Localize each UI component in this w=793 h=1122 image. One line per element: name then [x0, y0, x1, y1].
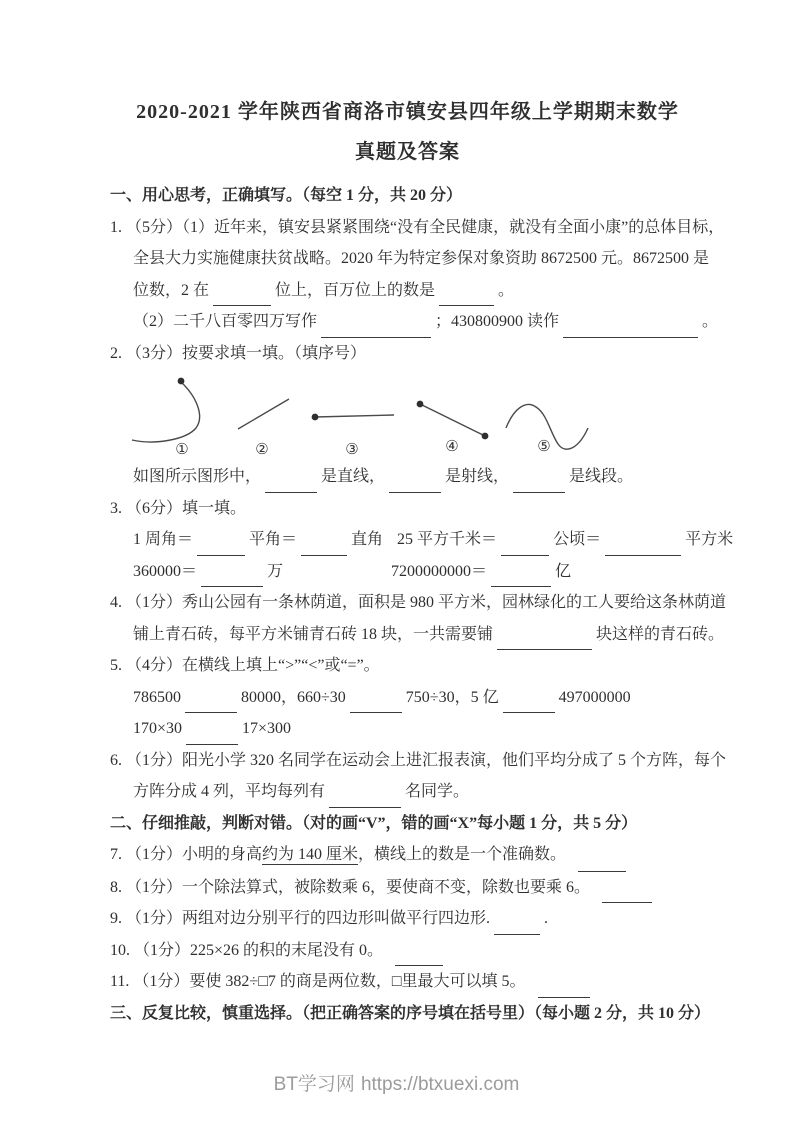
document-title-line1: 2020-2021 学年陕西省商洛市镇安县四年级上学期期末数学: [136, 101, 679, 123]
q4-stem-line2: [110, 619, 725, 651]
answer-blank: [186, 727, 238, 745]
text-segment: 786500: [133, 688, 181, 706]
line-shapes-figure: [126, 371, 705, 461]
shape-3-endpoint-dot: [312, 414, 319, 421]
shape-4-segment: [420, 404, 485, 436]
text-segment: 17×300: [242, 720, 292, 737]
text-segment: 位数，2 在: [133, 281, 210, 299]
q10-stem: [110, 935, 705, 967]
answer-blank: [563, 320, 698, 338]
text-segment: 全县大力实施健康扶贫战略。2020 年为特定参保对象资助 8672500 元。8672500 是: [133, 250, 710, 267]
figure-label-5: ⑤: [537, 439, 551, 455]
text-segment: 6. （1分）阳光小学 320 名同学在运动会上进汇报表演，他们平均分成了 5 个方阵，每个: [110, 751, 727, 769]
text-segment: 360000＝: [133, 562, 198, 580]
q9-stem: [110, 903, 705, 935]
shape-2-line: [238, 399, 289, 429]
figure-label-4: ④: [445, 439, 459, 455]
text-segment: ；430800900 读作: [435, 313, 560, 330]
text-segment: 。: [702, 313, 719, 330]
answer-blank: [265, 475, 317, 493]
q1-stem-line4: [110, 306, 719, 338]
text-segment: 直角: [351, 531, 384, 548]
footer-url[interactable]: https://btxuexi.com: [360, 1074, 520, 1095]
q2-answer-line: [110, 461, 705, 493]
text-segment: 170×30: [133, 720, 183, 737]
text-segment: 9. （1分）两组对边分别平行的四边形叫做平行四边形.: [110, 910, 491, 927]
answer-blank: [350, 695, 402, 713]
text-segment: （2）二千八百零四万写作: [133, 313, 318, 330]
answer-blank: [197, 538, 245, 556]
text-segment: 平角＝: [249, 531, 298, 548]
document-title-line2: 真题及答案: [355, 141, 460, 163]
q5-line1: [110, 682, 705, 714]
text-segment: ，横线上的数是一个准确数。: [358, 846, 567, 863]
q6-stem-line2: [110, 776, 705, 808]
text-segment: 5. （4分）在横线上填上“>”“<”或“=”。: [110, 657, 380, 674]
text-segment: 一、用心思考，正确填写。（每空 1 分，共 20 分）: [110, 187, 463, 204]
shape-4-endpoint-dot-a: [417, 401, 424, 408]
text-segment: 4. （1分）秀山公园有一条林荫道，面积是 980 平方米，园林绿化的工人要给这条林荫道: [110, 594, 727, 611]
q4-stem-line1: [110, 587, 727, 619]
answer-blank: [301, 538, 347, 556]
q3-line1: [110, 524, 734, 556]
answer-blank: [389, 475, 441, 493]
q2-stem: [110, 338, 705, 370]
figure-label-1: ①: [175, 442, 189, 458]
text-segment: .: [544, 910, 549, 927]
text-segment: 80000，660÷30: [241, 688, 346, 706]
q8-stem: [110, 872, 705, 904]
text-segment: 25 平方千米＝: [397, 531, 498, 548]
section-1-header: [110, 180, 705, 212]
q3-line2: [110, 556, 705, 588]
text-segment: 亿: [555, 562, 572, 580]
text-segment: 二、仔细推敲，判断对错。（对的画“V”，错的画“X”每小题 1 分，共 5 分）: [110, 814, 638, 832]
text-segment: 1. （5分）（1）近年来，镇安县紧紧围绕“没有全民健康，就没有全面小康”的总体目标，: [110, 218, 725, 236]
q3-stem: [110, 493, 705, 525]
text-segment: 497000000: [558, 688, 631, 706]
underlined-text: 约为 140 厘米: [262, 846, 359, 863]
text-segment: 7200000000＝: [391, 562, 488, 580]
text-segment: 公顷＝: [553, 531, 602, 548]
text-segment: 是射线，: [445, 468, 510, 485]
text-segment: 11. （1分）要使 382÷□7 的商是两位数，□里最大可以填 5。: [110, 973, 526, 990]
section-3-header: [110, 998, 711, 1030]
q1-stem-line2: [110, 243, 710, 275]
shape-3-ray: [315, 415, 394, 417]
answer-blank: [602, 885, 652, 903]
text-segment: 。: [498, 281, 515, 299]
text-segment: 位上，百万位上的数是: [275, 281, 436, 299]
text-segment: 块这样的青石砖。: [596, 625, 725, 643]
answer-blank: [503, 695, 555, 713]
answer-blank: [497, 632, 592, 650]
text-segment: 名同学。: [405, 783, 470, 800]
answer-blank: [578, 854, 626, 872]
text-segment: 铺上青石砖，每平方米铺青石砖 18 块，一共需要铺: [133, 625, 494, 643]
answer-blank: [321, 320, 431, 338]
answer-blank: [605, 538, 681, 556]
answer-blank: [494, 917, 540, 935]
shape-1-endpoint-dot: [178, 378, 185, 385]
line-shapes-svg: [126, 371, 686, 461]
shape-4-endpoint-dot-b: [482, 433, 489, 440]
text-segment: 万: [267, 562, 284, 580]
answer-blank: [213, 288, 271, 306]
answer-blank: [395, 948, 443, 966]
text-segment: 750÷30，5 亿: [405, 688, 499, 706]
answer-blank: [491, 569, 551, 587]
text-segment: 3. （6分）填一填。: [110, 499, 247, 517]
text-segment: 方阵分成 4 列，平均每列有: [133, 783, 326, 800]
answer-blank: [201, 569, 263, 587]
text-segment: 8. （1分）一个除法算式，被除数乘 6，要使商不变，除数也要乘 6。: [110, 878, 591, 896]
q1-stem-line1: [110, 212, 725, 244]
text-segment: 7. （1分）小明的身高: [110, 846, 263, 863]
section-2-header: [110, 808, 705, 840]
text-segment: 2. （3分）按要求填一填。（填序号）: [110, 344, 367, 362]
text-segment: 10. （1分）225×26 的积的末尾没有 0。: [110, 941, 384, 959]
answer-blank: [185, 695, 237, 713]
text-segment: 三、反复比较，慎重选择。（把正确答案的序号填在括号里）（每小题 2 分，共 10 分）: [110, 1004, 711, 1022]
figure-label-3: ③: [345, 442, 359, 458]
q1-stem-line3: [110, 275, 705, 307]
text-segment: 如图所示图形中，: [133, 468, 262, 485]
answer-blank: [439, 288, 494, 306]
figure-label-2: ②: [255, 442, 269, 458]
q7-stem: [110, 839, 705, 872]
text-segment: 1 周角＝: [133, 531, 194, 548]
q11-stem: [110, 966, 705, 998]
answer-blank: [538, 980, 590, 998]
text-segment: 平方米: [685, 531, 734, 548]
text-segment: 是线段。: [569, 468, 634, 485]
footer-site-name: BT学习网: [273, 1074, 355, 1095]
q6-stem-line1: [110, 745, 727, 777]
q5-line2: [110, 713, 705, 745]
text-segment: 是直线，: [321, 468, 386, 485]
answer-blank: [501, 538, 549, 556]
answer-blank: [329, 790, 401, 808]
footer: [0, 1069, 793, 1096]
shape-1-curve: [132, 382, 200, 442]
answer-blank: [513, 475, 565, 493]
q5-stem: [110, 650, 705, 682]
document-body: [110, 180, 734, 1029]
